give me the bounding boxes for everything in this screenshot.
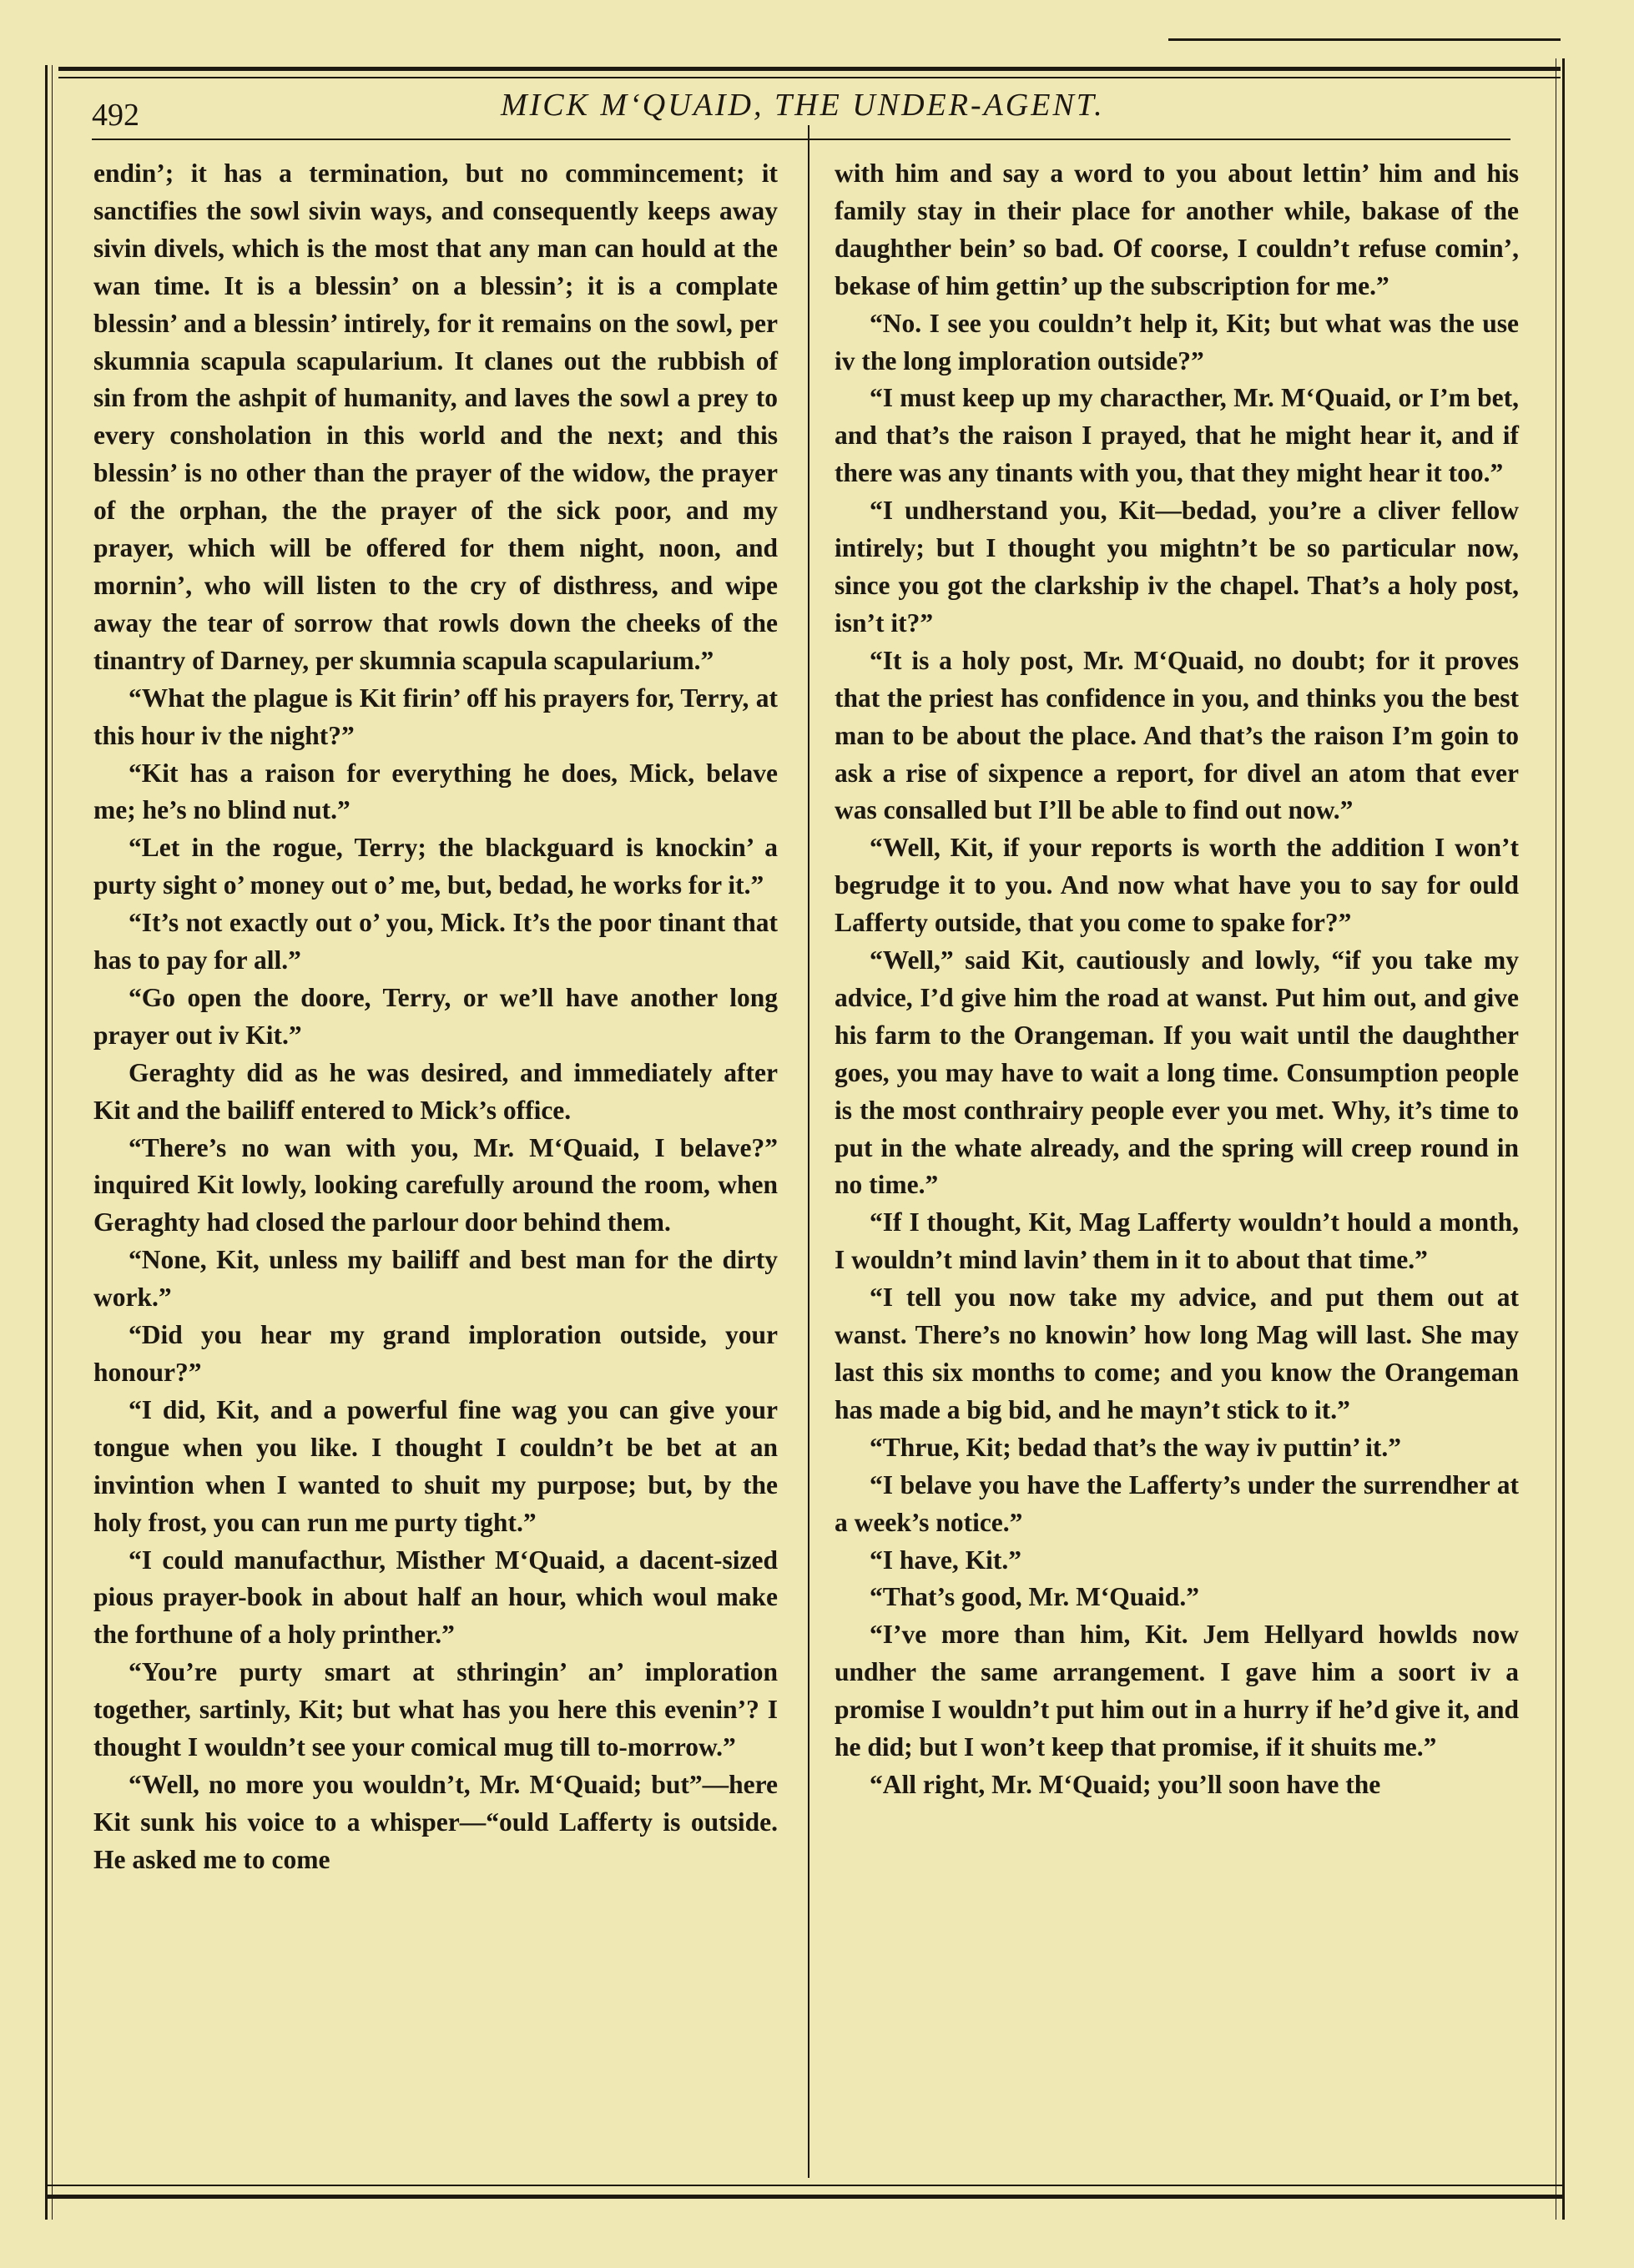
paragraph: “It’s not exactly out o’ you, Mick. It’s the poor tinant that has to pay for all.” <box>93 908 778 975</box>
paragraph: “I must keep up my characther, Mr. M‘Quaid, or I’m bet, and that’s the raison I prayed, that he might hear it, and if there was any tinants with you, that they might hear it too.” <box>835 383 1519 488</box>
right-column <box>835 155 1519 1804</box>
left-frame-line <box>45 65 48 2220</box>
paragraph: “I did, Kit, and a powerful fine wag you can give your tongue when you like. I thought I couldn’t be bet at an invintion when I wanted to shuit my purpose; but, by the holy frost, you can run me purty tight.” <box>93 1394 778 1537</box>
paragraph: “Well, Kit, if your reports is worth the addition I won’t begrudge it to you. And now what have you to say for ould Lafferty outside, that you come to spake for?” <box>835 833 1519 938</box>
paragraph: “You’re purty smart at sthringin’ an’ imploration together, sartinly, Kit; but what has you here this evenin’? I thought I wouldn’t see your comical mug till to-morrow.” <box>93 1657 778 1762</box>
right-frame-line <box>1562 58 1565 2220</box>
header-rule <box>92 139 1510 140</box>
paragraph: “Thrue, Kit; bedad that’s the way iv puttin’ it.” <box>870 1432 1402 1462</box>
paragraph: “I tell you now take my advice, and put them out at wanst. There’s no knowin’ how long Mag will last. She may last this six months to come; and you know the Orangeman has made a big bid, and he mayn’t stick to it.” <box>835 1283 1519 1424</box>
paragraph: with him and say a word to you about lettin’ him and his family stay in their place for another while, bakase of the daughther bein’ so bad. Of coorse, I couldn’t refuse comin’, bekase of him gettin’ up the subscription for me.” <box>835 159 1519 300</box>
paragraph: Geraghty did as he was desired, and immediately after Kit and the bailiff entered to Mick’s office. <box>93 1057 778 1125</box>
paragraph: “No. I see you couldn’t help it, Kit; but what was the use iv the long imploration outside?” <box>835 308 1519 375</box>
paragraph: “I could manufacthur, Misther M‘Quaid, a dacent-sized pious prayer-book in about half an hour, which woul make the forthune of a holy printher.” <box>93 1545 778 1650</box>
paragraph: “What the plague is Kit firin’ off his prayers for, Terry, at this hour iv the night?” <box>93 683 778 750</box>
paragraph: endin’; it has a termination, but no commincement; it sanctifies the sowl sivin ways, and consequently keeps away sivin divels, which is the most that any man can hould at the wan time. It is a blessin’ on a blessin’; it is a complate blessin’ and a blessin’ intirely, for it remains on the sowl, per skumnia scapula scapularium. It clanes out the rubbish of sin from the ashpit of humanity, and laves the sowl a prey to every consholation in this world and the next; and this blessin’ is no other than the prayer of the widow, the prayer of the orphan, the the prayer of the sick poor, and my prayer, which will be offered for them night, noon, and mornin’, who will listen to the cry of disthress, and wipe away the tear of sorrow that rowls down the cheeks of the tinantry of Darney, per skumnia scapula scapularium.” <box>93 159 778 675</box>
column-divider <box>808 125 809 2178</box>
paragraph: “Go open the doore, Terry, or we’ll have another long prayer out iv Kit.” <box>93 982 778 1050</box>
left-frame-line-inner <box>52 65 53 2220</box>
running-head <box>92 82 1510 132</box>
paragraph: “If I thought, Kit, Mag Lafferty wouldn’t hould a month, I wouldn’t mind lavin’ them in it to about that time.” <box>835 1207 1519 1275</box>
paragraph: “There’s no wan with you, Mr. M‘Quaid, I belave?” inquired Kit lowly, looking carefully around the room, when Geraghty had closed the parlour door behind them. <box>93 1132 778 1237</box>
left-column <box>93 155 778 1879</box>
paragraph: “All right, Mr. M‘Quaid; you’ll soon have the <box>870 1769 1381 1799</box>
paragraph: “I’ve more than him, Kit. Jem Hellyard howlds now undher the same arrangement. I gave him a soort iv a promise I wouldn’t put him out in a hurry if he’d give it, and he did; but I won’t keep that promise, if it shuits me.” <box>835 1620 1519 1762</box>
paragraph: “Did you hear my grand imploration outside, your honour?” <box>93 1320 778 1387</box>
running-title: MICK M‘QUAID, THE UNDER-AGENT. <box>501 88 1105 123</box>
paragraph: “None, Kit, unless my bailiff and best man for the dirty work.” <box>93 1245 778 1313</box>
top-rule-extra <box>1168 38 1561 41</box>
paragraph: “Kit has a raison for everything he does, Mick, belave me; he’s no blind nut.” <box>93 758 778 825</box>
paragraph: “It is a holy post, Mr. M‘Quaid, no doubt; for it proves that the priest has confidence in you, and thinks you the best man to be about the place. And that’s the raison I’m goin to ask a rise of sixpence a report, for divel an atom that ever was consalled but I’ll be able to find out now.” <box>835 645 1519 825</box>
paragraph: “Well,” said Kit, cautiously and lowly, “if you take my advice, I’d give him the road at wanst. Put him out, and give his farm to the Orangeman. If you wait until the daughther goes, you may have to wait a long time. Consumption people is the most conthrairy people ever you met. Why, it’s time to put in the whate already, and the spring will creep round in no time.” <box>835 945 1519 1200</box>
paragraph: “I belave you have the Lafferty’s under the surrendher at a week’s notice.” <box>835 1469 1519 1537</box>
paragraph: “Let in the rogue, Terry; the blackguard is knockin’ a purty sight o’ money out o’ me, but, bedad, he works for it.” <box>93 833 778 900</box>
paragraph: “I undherstand you, Kit—bedad, you’re a cliver fellow intirely; but I thought you mightn’t be so particular now, since you got the clarkship iv the chapel. That’s a holy post, isn’t it?” <box>835 496 1519 638</box>
bottom-rule-thick <box>45 2195 1564 2199</box>
top-rule-thin <box>58 77 1561 78</box>
top-rule-thick <box>58 67 1561 71</box>
paragraph: “Well, no more you wouldn’t, Mr. M‘Quaid; but”—here Kit sunk his voice to a whisper—“ould Lafferty is outside. He asked me to come <box>93 1769 778 1874</box>
page-number: 492 <box>92 98 139 133</box>
paragraph: “I have, Kit.” <box>870 1545 1022 1575</box>
paragraph: “That’s good, Mr. M‘Quaid.” <box>870 1582 1199 1612</box>
bottom-rule-thin <box>45 2185 1564 2186</box>
